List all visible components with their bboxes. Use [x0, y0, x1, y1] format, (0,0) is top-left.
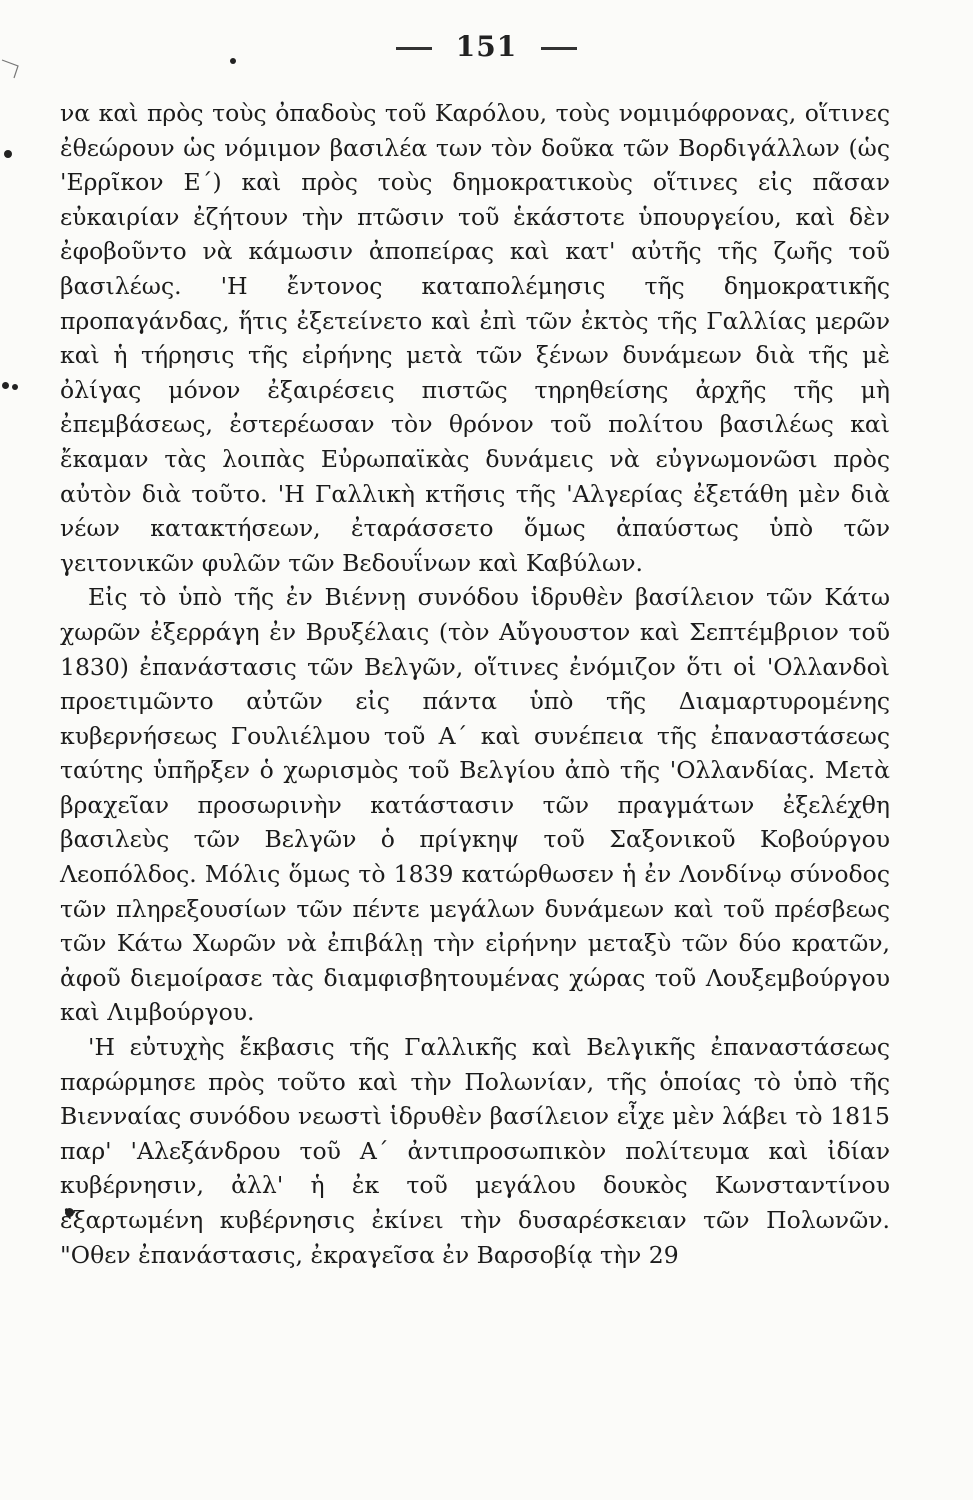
margin-ink-dot: [12, 384, 18, 390]
paragraph-2: Εἰς τὸ ὑπὸ τῆς ἐν Βιέννῃ συνόδου ἱδρυθὲν βασίλειον τῶν Κάτω χωρῶν ἐξερράγη ἐν Βρυξέλαις (τὸν Αὔγουστον καὶ Σεπτέμβριον τοῦ 1830) ἐπανάστασις τῶν Βελγῶν, οἵτινες ἐνόμιζον ὅτι οἱ 'Ολλανδοὶ προετιμῶντο αὐτῶν εἰς πάντα ὑπὸ τῆς Διαμαρτυρομένης κυβερνήσεως Γουλιέλμου τοῦ Α΄ καὶ συνέπεια τῆς ἐπαναστάσεως ταύτης ὑπῆρξεν ὁ χωρισμὸς τοῦ Βελγίου ἀπὸ τῆς 'Ολλανδίας. Μετὰ βραχεῖαν προσωρινὴν κατάστασιν τῶν πραγμάτων ἐξελέχθη βασιλεὺς τῶν Βελγῶν ὁ πρίγκηψ τοῦ Σαξονικοῦ Κοβούργου Λεοπόλδος. Μόλις ὅμως τὸ 1839 κατώρθωσεν ἡ ἐν Λονδίνῳ σύνοδος τῶν πληρεξουσίων τῶν πέντε μεγάλων δυνάμεων καὶ τοῦ πρέσβεως τῶν Κάτω Χωρῶν νὰ ἐπιβάλῃ τὴν εἰρήνην μεταξὺ τῶν δύο κρατῶν, ἀφοῦ διεμοίρασε τὰς διαμφισβητουμένας χώρας τοῦ Λουξεμβούργου καὶ Λιμβούργου.: [60, 583, 890, 1027]
page-header: [0, 30, 973, 63]
header-dash-right: [541, 47, 577, 50]
header-dash-left: [396, 47, 432, 50]
paragraph-1: να καὶ πρὸς τοὺς ὀπαδοὺς τοῦ Καρόλου, τοὺς νομιμόφρονας, οἵτινες ἐθεώρουν ὡς νόμιμον βασιλέα των τὸν δοῦκα τῶν Βορδιγάλλων (ὡς 'Ερρῖκον Ε΄) καὶ πρὸς τοὺς δημοκρατικοὺς οἵτινες εἰς πᾶσαν εὐκαιρίαν ἐζήτουν τὴν πτῶσιν τοῦ ἑκάστοτε ὑπουργείου, καὶ δὲν ἐφοβοῦντο νὰ κάμωσιν ἀποπείρας καὶ κατ' αὐτῆς τῆς ζωῆς τοῦ βασιλέως. 'Η ἔντονος καταπολέμησις τῆς δημοκρατικῆς προπαγάνδας, ἥτις ἐξετείνετο καὶ ἐπὶ τῶν ἐκτὸς τῆς Γαλλίας μερῶν καὶ ἡ τήρησις τῆς εἰρήνης μετὰ τῶν ξένων δυνάμεων διὰ τῆς μὲ ὀλίγας μόνον ἐξαιρέσεις πιστῶς τηρηθείσης ἀρχῆς τῆς μὴ ἐπεμβάσεως, ἐστερέωσαν τὸν θρόνον τοῦ πολίτου βασιλέως καὶ ἔκαμαν τὰς λοιπὰς Εὐρωπαϊκὰς δυνάμεις νὰ εὐγνωμονῶσι πρὸς αὐτὸν διὰ τοῦτο. 'Η Γαλλικὴ κτῆσις τῆς 'Αλγερίας ἐξετάθη μὲν διὰ νέων κατακτήσεων, ἐταράσσετο ὅμως ἀπαύστως ὑπὸ τῶν γειτονικῶν φυλῶν τῶν Βεδουΐνων καὶ Καβύλων.: [60, 99, 890, 577]
page-number: 151: [455, 30, 518, 63]
body-text: [60, 96, 890, 1272]
margin-ink-dot: [4, 150, 12, 158]
paragraph-3: 'Η εὐτυχὴς ἔκβασις τῆς Γαλλικῆς καὶ Βελγικῆς ἐπαναστάσεως παρώρμησε πρὸς τοῦτο καὶ τὴν Πολωνίαν, τῆς ὁποίας τὸ ὑπὸ τῆς Βιενναίας συνόδου νεωστὶ ἱδρυθὲν βασίλειον εἶχε μὲν λάβει τὸ 1815 παρ' 'Αλεξάνδρου τοῦ Α΄ ἀντιπροσωπικὸν πολίτευμα καὶ ἰδίαν κυβέρνησιν, ἀλλ' ἡ ἐκ τοῦ μεγάλου δουκὸς Κωνσταντίνου ἐξαρτωμένη κυβέρνησις ἐκίνει τὴν δυσαρέσκειαν τῶν Πολωνῶν. "Οθεν ἐπανάστασις, ἐκραγεῖσα ἐν Βαρσοβίᾳ τὴν 29: [60, 1033, 890, 1269]
margin-ink-dot: [2, 382, 9, 389]
